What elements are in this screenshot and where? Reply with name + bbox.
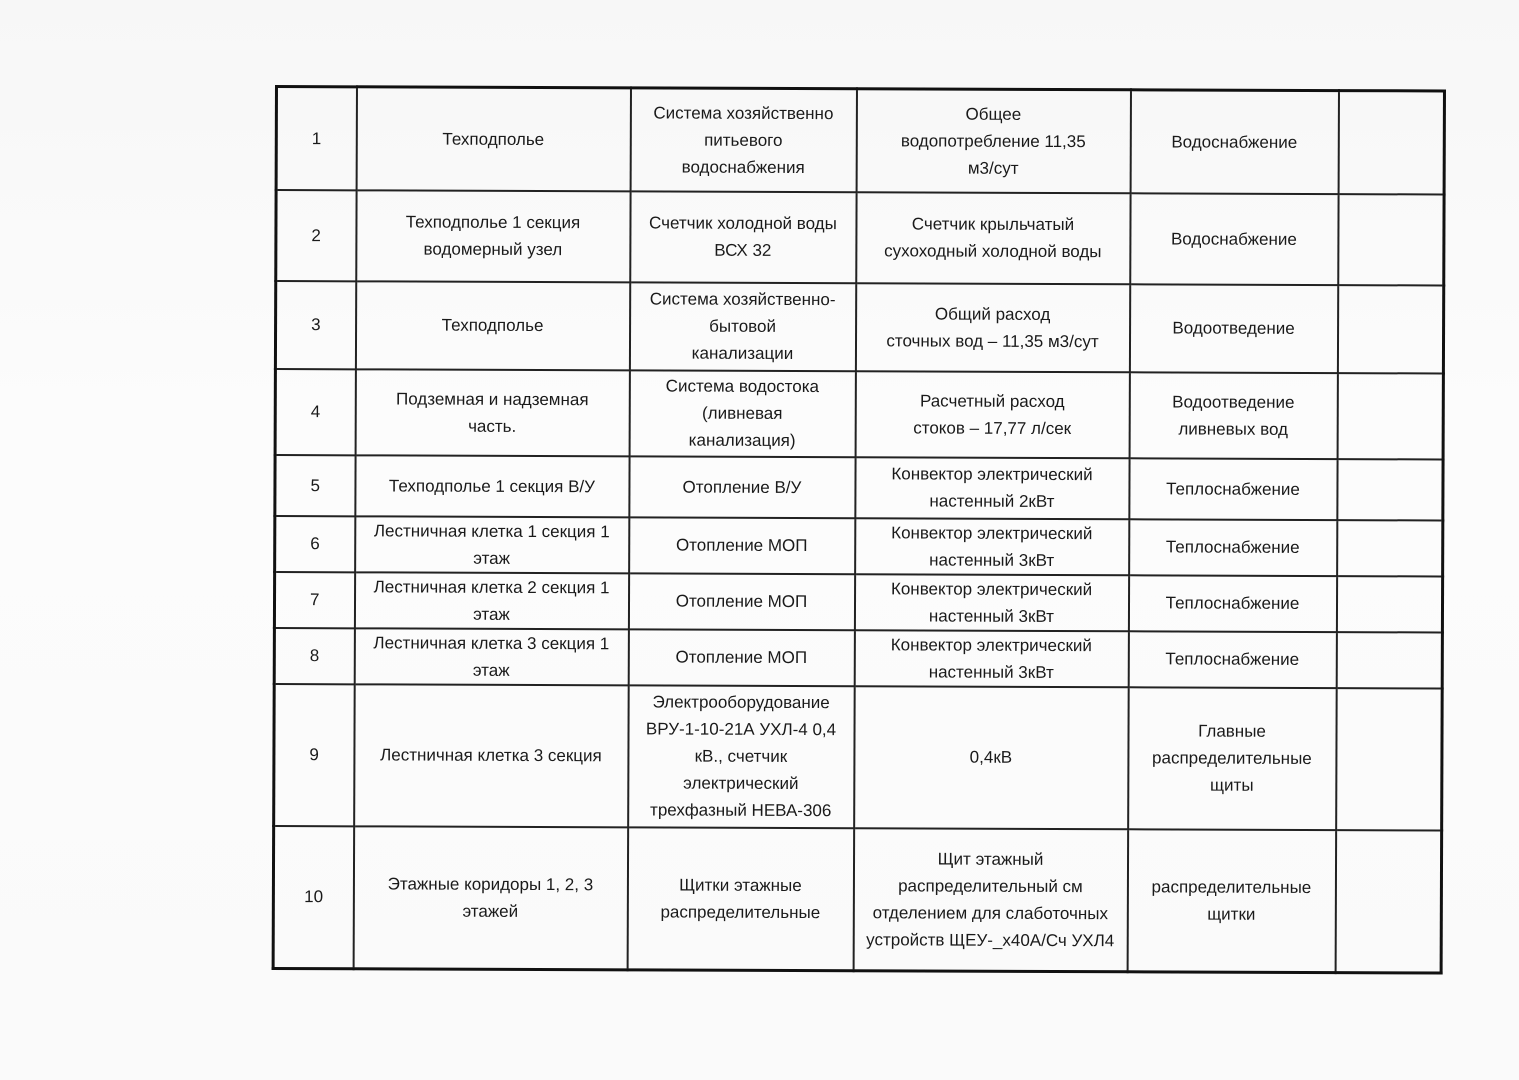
table-row (276, 87, 1444, 194)
location-cell: Техподполье 1 секция В/У (355, 455, 629, 517)
description-cell: Конвектор электрический настенный 3кВт (855, 518, 1129, 575)
system-cell: Отопление В/У (629, 456, 855, 518)
description-cell: Общий расход сточных вод – 11,35 м3/сут (855, 283, 1129, 372)
extra-cell (1337, 520, 1443, 576)
type-cell: Водоснабжение (1130, 90, 1338, 194)
location-cell: Техподполье (355, 281, 629, 370)
row-number: 7 (274, 572, 354, 628)
description-cell: Конвектор электрический настенный 3кВт (854, 630, 1128, 687)
extra-cell (1336, 576, 1442, 632)
system-cell: Система хозяйственно- бытовой канализации (629, 282, 855, 371)
type-cell: Теплоснабжение (1129, 458, 1337, 520)
location-cell: Лестничная клетка 3 секция (354, 684, 629, 827)
system-cell: Отопление МОП (628, 573, 854, 630)
extra-cell (1337, 459, 1443, 520)
type-cell: Водоотведение ливневых вод (1129, 372, 1337, 459)
table-row (275, 455, 1443, 520)
system-cell: Система хозяйственно питьевого водоснабжения (630, 88, 856, 192)
extra-cell (1337, 373, 1443, 459)
system-cell: Электрооборудование ВРУ-1-10-21А УХЛ-4 0,4 кВ., счетчик электрический трехфазный НЕВА-306 (628, 685, 855, 828)
table-row (274, 684, 1443, 830)
row-number: 9 (274, 684, 355, 826)
row-number: 6 (275, 516, 355, 572)
location-cell: Лестничная клетка 1 секция 1 этаж (355, 516, 629, 573)
system-cell: Отопление МОП (628, 629, 854, 686)
type-cell: Теплоснабжение (1128, 575, 1336, 632)
table-row (273, 826, 1442, 973)
extra-cell (1338, 91, 1444, 194)
extra-cell (1335, 830, 1442, 973)
system-cell: Щитки этажные распределительные (627, 827, 854, 971)
description-cell: 0,4кВ (854, 686, 1129, 829)
description-cell: Конвектор электрический настенный 2кВт (855, 457, 1129, 519)
location-cell: Техподполье (356, 87, 630, 191)
row-number: 2 (276, 190, 356, 281)
row-number: 8 (274, 628, 354, 684)
type-cell: Теплоснабжение (1129, 519, 1337, 576)
extra-cell (1338, 194, 1444, 285)
row-number: 1 (276, 87, 356, 190)
location-cell: Лестничная клетка 2 секция 1 этаж (354, 572, 628, 629)
type-cell: распределительные щитки (1127, 829, 1336, 973)
table-row (274, 572, 1442, 632)
location-cell: Этажные коридоры 1, 2, 3 этажей (353, 826, 628, 970)
table-row (275, 369, 1443, 459)
type-cell: Водоснабжение (1130, 193, 1338, 285)
location-cell: Подземная и надземная часть. (355, 369, 629, 456)
table-row (275, 281, 1443, 373)
equipment-table (272, 85, 1446, 974)
system-cell: Счетчик холодной воды ВСХ 32 (630, 191, 856, 283)
type-cell: Водоотведение (1129, 284, 1337, 373)
row-number: 10 (273, 826, 354, 969)
description-cell: Расчетный расход стоков – 17,77 л/сек (855, 371, 1129, 458)
extra-cell (1336, 632, 1442, 688)
type-cell: Главные распределительные щиты (1128, 687, 1337, 830)
table-row (274, 628, 1442, 688)
location-cell: Техподполье 1 секция водомерный узел (356, 190, 630, 282)
location-cell: Лестничная клетка 3 секция 1 этаж (354, 628, 628, 685)
row-number: 5 (275, 455, 355, 516)
extra-cell (1336, 688, 1443, 830)
description-cell: Счетчик крыльчатый сухоходный холодной воды (856, 192, 1130, 284)
table-row (276, 190, 1444, 285)
description-cell: Общее водопотребление 11,35 м3/сут (856, 89, 1130, 193)
type-cell: Теплоснабжение (1128, 631, 1336, 688)
system-cell: Отопление МОП (629, 517, 855, 574)
system-cell: Система водостока (ливневая канализация) (629, 370, 855, 457)
table-row (275, 516, 1443, 576)
description-cell: Щит этажный распределительный см отделением для слаботочных устройств ЩЕУ-_х40А/Сч УХЛ4 (853, 828, 1128, 972)
description-cell: Конвектор электрический настенный 3кВт (854, 574, 1128, 631)
extra-cell (1337, 285, 1443, 373)
row-number: 4 (275, 369, 355, 455)
row-number: 3 (275, 281, 355, 369)
